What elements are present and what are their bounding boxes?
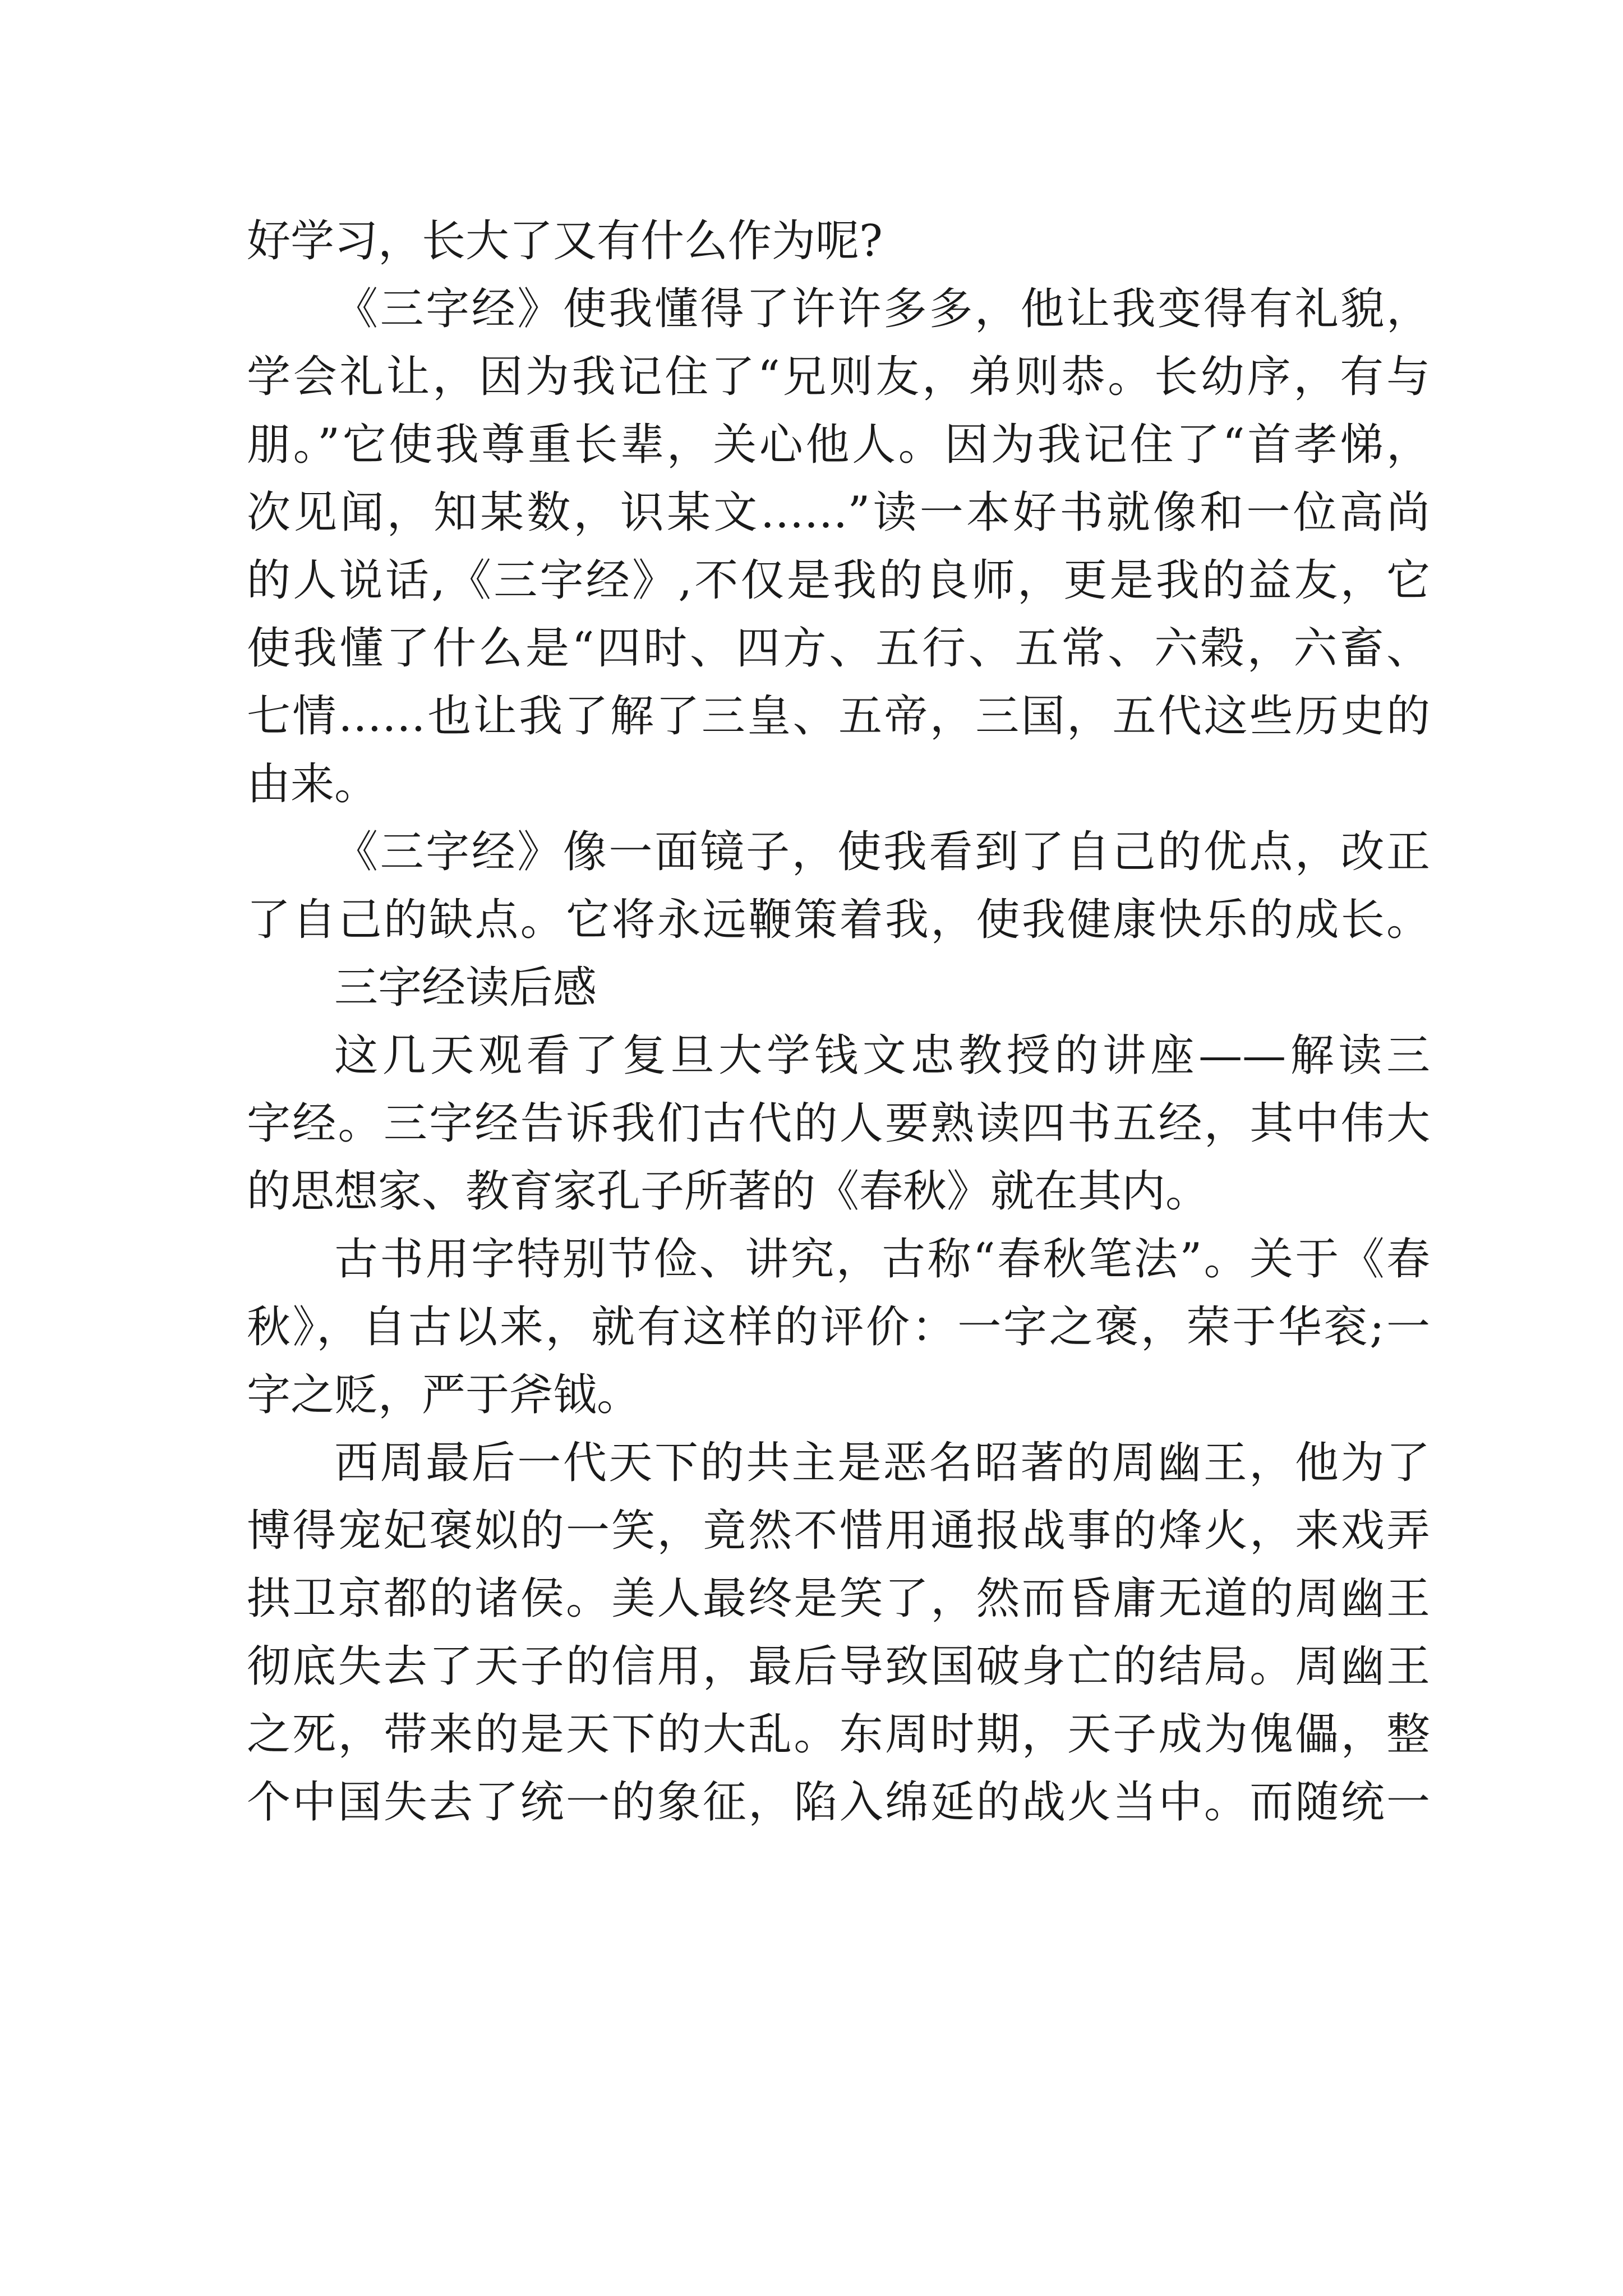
text-line: 彻底失去了天子的信用，最后导致国破身亡的结局。周幽王 — [247, 1641, 1430, 1692]
text-line: 秋》，自古以来，就有这样的评价：一字之褒，荣于华衮;一 — [247, 1302, 1430, 1352]
text-line: 朋。”它使我尊重长辈，关心他人。因为我记住了“首孝悌， — [247, 420, 1430, 470]
text-line: 西周最后一代天下的共主是恶名昭著的周幽王，他为了 — [334, 1438, 1430, 1488]
text-line: 次见闻，知某数，识某文……”读一本好书就像和一位高尚 — [247, 487, 1430, 538]
text-line: 博得宠妃褒姒的一笑，竟然不惜用通报战事的烽火，来戏弄 — [247, 1506, 1430, 1556]
text-line: 了自己的缺点。它将永远鞭策着我，使我健康快乐的成长。 — [247, 895, 1430, 945]
text-line: 拱卫京都的诸侯。美人最终是笑了，然而昏庸无道的周幽王 — [247, 1573, 1430, 1624]
text-line: 七情……也让我了解了三皇、五帝，三国，五代这些历史的 — [247, 691, 1430, 742]
text-line: 的思想家、教育家孔子所著的《春秋》就在其内。 — [247, 1166, 1210, 1217]
text-line: 使我懂了什么是“四时、四方、五行、五常、六榖，六畜、 — [247, 623, 1430, 674]
text-line: 古书用字特别节俭、讲究，古称“春秋笔法”。关于《春 — [334, 1234, 1430, 1285]
text-line: 学会礼让，因为我记住了“兄则友，弟则恭。长幼序，有与 — [247, 352, 1430, 402]
text-line: 字经。三字经告诉我们古代的人要熟读四书五经，其中伟大 — [247, 1098, 1430, 1149]
text-line: 字之贬，严于斧钺。 — [247, 1370, 641, 1420]
document-body — [247, 208, 1430, 1837]
text-line: 《三字经》像一面镜子，使我看到了自己的优点，改正 — [334, 827, 1430, 877]
text-line: 三字经读后感 — [334, 963, 597, 1013]
text-line: 的人说话,《三字经》,不仅是我的良师，更是我的益友，它 — [247, 555, 1430, 606]
text-line: 好学习，长大了又有什么作为呢? — [247, 216, 883, 266]
text-line: 《三字经》使我懂得了许许多多，他让我变得有礼貌， — [334, 284, 1430, 334]
text-line: 这几天观看了复旦大学钱文忠教授的讲座——解读三 — [334, 1030, 1430, 1081]
text-line: 个中国失去了统一的象征，陷入绵延的战火当中。而随统一 — [247, 1777, 1430, 1828]
text-line: 之死，带来的是天下的大乱。东周时期，天子成为傀儡，整 — [247, 1709, 1430, 1760]
text-line: 由来。 — [247, 759, 379, 809]
